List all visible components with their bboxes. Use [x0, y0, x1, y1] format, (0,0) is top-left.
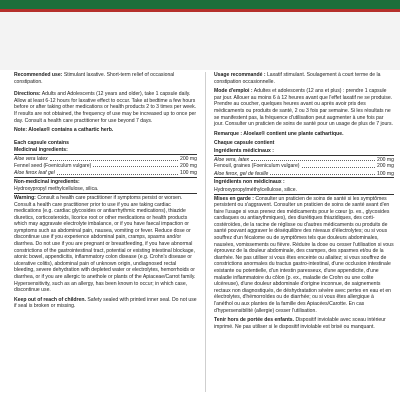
- usage-text: Laxatif stimulant. Soulagement à court terme de la constipation occasionnelle.: [214, 72, 381, 85]
- keep-label: Keep out of reach of children.: [14, 296, 86, 303]
- mises-en-garde-text: Consulter un praticien de soins de santé si les symptômes persistent ou s'aggravent. Consulter un praticien de soins de santé avant d'en faire l'usage si vous prenez des médicaments pour le cœur (p. ex., glycosides cardiaques ou antiarythmiques), des diurétiques thiazidiques, des corti-costéroïdes, de la racine de réglisse ou d'autres médicaments ou produits de santé pouvant aggraver le déséquilibre des niveaux d'électrolytes; ou si vous souffrez d'un fécalome ou de symptômes tels que douleurs abdominales, nausées, vomissements ou fièvre. Réduire la dose ou cesser l'utilisation si vous éprouvez de la douleur abdominale, des crampes, des spasmes et/ou de la diarrhée. Ne pas utiliser si vous êtes enceinte ou allaitez; si vous souffrez de constrictions anormales du tractus gastro-intestinal, d'une occlusion intestinale existante ou potentielle, d'un intestin paresseux, d'une appendicite, d'une maladie inflammatoire du côlon (p. ex., maladie de Crohn ou une colite ulcéreuse), d'une douleur abdominale d'origine inconnue, de saignements rectaux non diagnostiqués, de déshydratation sévère avec pertes en eau et en électrolytes, d'hémorroïdes ou de diarrhée; ou si vous êtes allergique à l'anéthol ou aux plantes de la famille des Apiacées/Carotte. En cas d'hypersensibilité (allergie) cesser l'utilisation.: [214, 195, 394, 314]
- ingredient-amount: 100 mg: [377, 170, 394, 177]
- ingredients-medicinaux-heading: Ingrédients médicinaux :: [214, 148, 394, 156]
- remarque: Remarque : Aloelax® contient une plante cathartique.: [214, 130, 344, 137]
- tenir-hors-portee: [214, 317, 394, 330]
- keep-out-of-reach: [14, 297, 197, 310]
- header-band: [0, 0, 400, 70]
- ingredient-name: Fennel seed (Foeniculum vulgare): [14, 162, 92, 169]
- recommended-use-text: Stimulant laxative. Short-term relief of occasional constipation.: [14, 72, 175, 85]
- ingredient-row: [14, 156, 197, 163]
- mode-emploi: [214, 88, 394, 128]
- recommended-use: [14, 72, 197, 85]
- directions: [14, 91, 197, 124]
- french-column: [214, 72, 394, 333]
- mises-en-garde: [214, 196, 394, 315]
- ingredient-amount: 200 mg: [377, 163, 394, 170]
- directions-text: Adults and Adolescents (12 years and older), take 1 capsule daily. Allow at least 6-12 hours for laxative effect to occur. Take at bedtime a few hours before or after taking other medications or health products 2 to 3 times per week. If results are not obtained, the frequency of use may be increased up to once per day. Consult a health care practitioner for use beyond 7 days.: [14, 91, 197, 124]
- warning: [14, 195, 197, 294]
- english-column: [14, 72, 197, 313]
- recommended-use-label: Recommended use:: [14, 72, 63, 78]
- column-divider: [205, 72, 206, 392]
- non-medicinal-text: Hydroxypropyl methylcellulose, silica.: [14, 186, 197, 194]
- ingredient-amount: 100 mg: [180, 170, 197, 177]
- tenir-hors-portee-text: Dispositif inviolable avec sceau intérieur imprimé. Ne pas utiliser si le dispositif inviolable est brisé ou manquant.: [214, 317, 386, 330]
- directions-label: Directions:: [14, 91, 41, 98]
- ingredient-amount: 200 mg: [180, 155, 197, 162]
- non-medicinal-heading: Non-medicinal ingredients:: [14, 178, 80, 185]
- ingredient-row: [14, 170, 197, 178]
- ingredient-amount: 200 mg: [377, 156, 394, 163]
- ingredient-amount: 200 mg: [180, 162, 197, 169]
- mode-emploi-text: Adultes et adolescents (12 ans et plus) : prendre 1 capsule par jour. Allouer au moins 6 à 12 heures avant que l'effet laxatif ne se produise. Prendre au coucher, quelques heures avant ou après avoir pris des médicaments ou produits de santé, 2 ou 3 fois par semaine. Si les résultats ne se manifestent pas, la fréquence d'utilisation peut augmenter à une fois par jour. Consulter un praticien de soins de santé pour un usage de plus de 7 jours.: [214, 88, 393, 128]
- note: Note: Aloelax® contains a cathartic herb.: [14, 127, 114, 134]
- ingredient-row: [214, 163, 394, 170]
- ingredient-name: Fenouil, graines (Foeniculum vulgare): [214, 163, 300, 170]
- tenir-hors-portee-label: Tenir hors de portée des enfants.: [214, 317, 295, 324]
- ingredient-row: [14, 163, 197, 170]
- mode-emploi-label: Mode d'emploi :: [214, 88, 253, 95]
- ingredient-name: Aloe ferox leaf gel: [14, 170, 55, 177]
- ingredient-name: Aloe vera, latex: [214, 156, 250, 163]
- chaque-capsule-heading: Chaque capsule contient: [214, 140, 275, 147]
- ingredient-row: [214, 157, 394, 164]
- warning-label: Warning:: [14, 194, 36, 201]
- warning-text: Consult a health care practitioner if symptoms persist or worsen. Consult a health care practitioner prior to use if you are taking cardiac medications (e.g. cardiac glycosides or antiarrhythmic medications), thiazide diuretics, corticosteroids, licorice root or other medications or health products which may aggravate electrolyte imbalance, or if you have faecal impaction or symptoms such as abdominal pain, nausea, vomiting or fever. Reduce dose or discontinue use if you experience abdominal pain, cramps, spasms and/or diarrhea. Do not use if you are pregnant or breastfeeding, if you have abnormal constrictions of the gastrointestinal tract, potential or existing intestinal blockage, atonic bowel, appendicitis, inflammatory colon disease (e.g. Crohn's disease or ulcerative colitis), abdominal pain of unknown origin, undiagnosed rectal bleeding, severe dehydration with depleted water or electrolytes, hemorrhoids or diarrhea, or if you are allergic to anethole or plants of the Apiaceae/Carrot family. Hypersensitivity, such as an allergy, has been known to occur; in which case, discontinue use.: [14, 194, 196, 294]
- usage-recommande: [214, 72, 394, 85]
- mises-en-garde-label: Mises en garde :: [214, 195, 254, 202]
- ingredients-non-medicinaux-text: Hydroxypropylméthylcellulose, silice.: [214, 187, 394, 195]
- ingredient-name: Aloe vera latex: [14, 155, 48, 162]
- green-stripe: [0, 0, 400, 9]
- ingredient-name: Aloe ferox, gel de feuille: [214, 170, 269, 177]
- red-stripe: [0, 9, 400, 12]
- ingredient-row: [214, 171, 394, 179]
- medicinal-ingredients-heading: Medicinal ingredients:: [14, 147, 197, 155]
- each-capsule-heading: Each capsule contains: [14, 139, 69, 146]
- usage-label: Usage recommandé :: [214, 72, 266, 78]
- ingredients-non-medicinaux-heading: Ingrédients non médicinaux :: [214, 179, 285, 186]
- keep-text: Safety sealed with printed inner seal. Do not use if seal is broken or missing.: [14, 296, 197, 310]
